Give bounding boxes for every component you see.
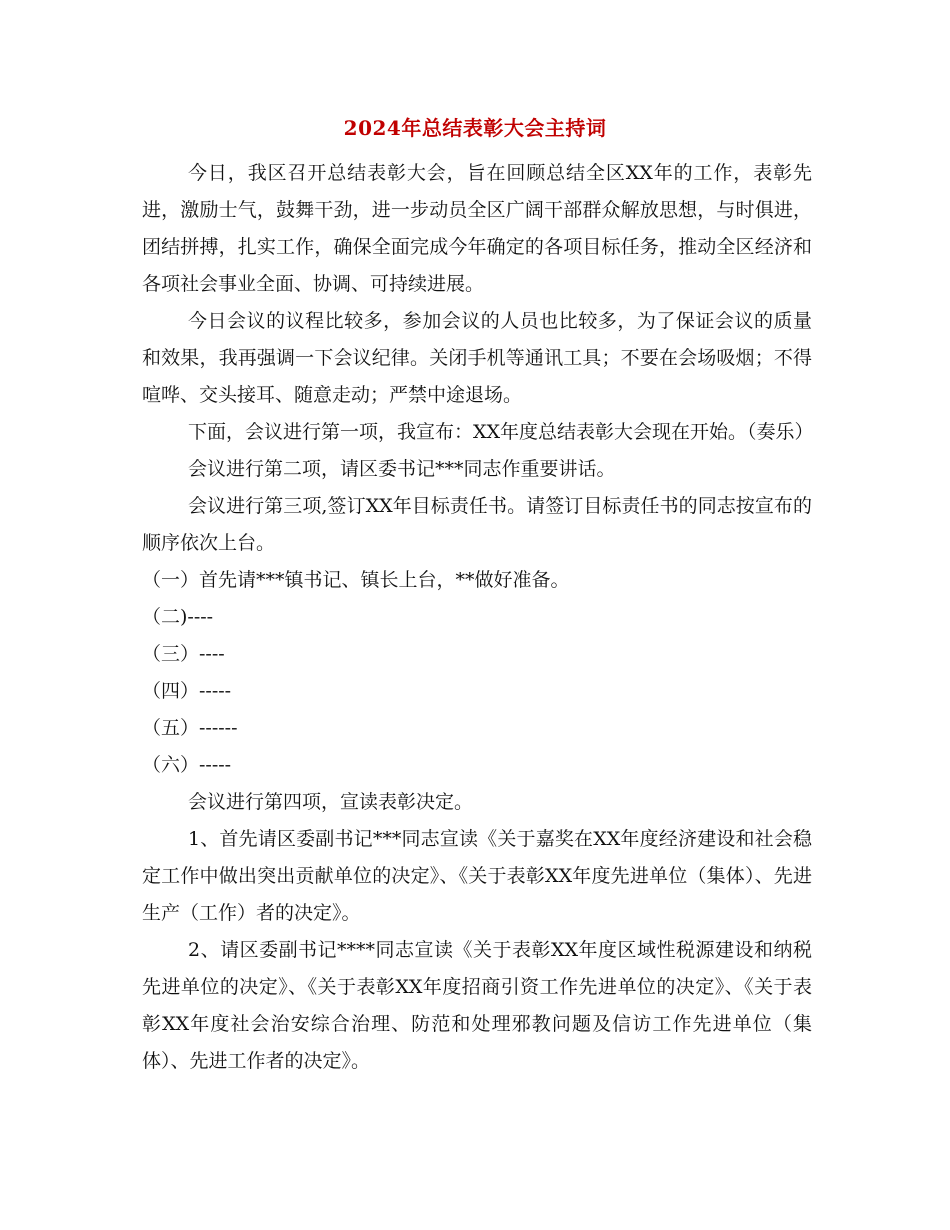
list-item: （三）---- [142,643,225,665]
document-title: 2024年总结表彰大会主持词 [343,116,607,140]
paragraph-item-four: 会议进行第四项，宣读表彰决定。 [188,791,474,813]
document-body [142,155,812,1080]
list-item: （二)---- [142,606,214,628]
list-item: （六）----- [142,754,232,776]
paragraph-item-three: 会议进行第三项,签订XX年目标责任书。请签订目标责任书的同志按宣布的顺序依次上台。 [142,495,812,554]
list-item: （四）----- [142,680,232,702]
paragraph-item-one: 下面，会议进行第一项，我宣布：XX年度总结表彰大会现在开始。（奏乐） [188,421,814,443]
paragraph-decision-one: 1、首先请区委副书记***同志宣读《关于嘉奖在XX年度经济建设和社会稳定工作中做出突出贡献单位的决定》、《关于表彰XX年度先进单位（集体）、先进生产（工作）者的决定》。 [142,828,812,924]
paragraph-decision-two: 2、请区委副书记****同志宣读《关于表彰XX年度区域性税源建设和纳税先进单位的决定》、《关于表彰XX年度招商引资工作先进单位的决定》、《关于表彰XX年度社会治安综合治理、防范和处理邪教问题及信访工作先进单位（集体）、先进工作者的决定》。 [142,939,812,1072]
paragraph-item-two: 会议进行第二项，请区委书记***同志作重要讲话。 [188,458,616,480]
paragraph-discipline: 今日会议的议程比较多，参加会议的人员也比较多，为了保证会议的质量和效果，我再强调一下会议纪律。关闭手机等通讯工具；不要在会场吸烟；不得喧哗、交头接耳、随意走动；严禁中途退场。 [142,310,812,406]
paragraph-opening: 今日，我区召开总结表彰大会，旨在回顾总结全区XX年的工作，表彰先进，激励士气，鼓舞干劲，进一步动员全区广阔干部群众解放思想，与时俱进，团结拼搏，扎实工作，确保全面完成今年确定的各项目标任务，推动全区经济和各项社会事业全面、协调、可持续进展。 [142,162,812,295]
list-item: （一）首先请***镇书记、镇长上台，**做好准备。 [142,569,570,591]
list-item: （五）------ [142,717,238,739]
